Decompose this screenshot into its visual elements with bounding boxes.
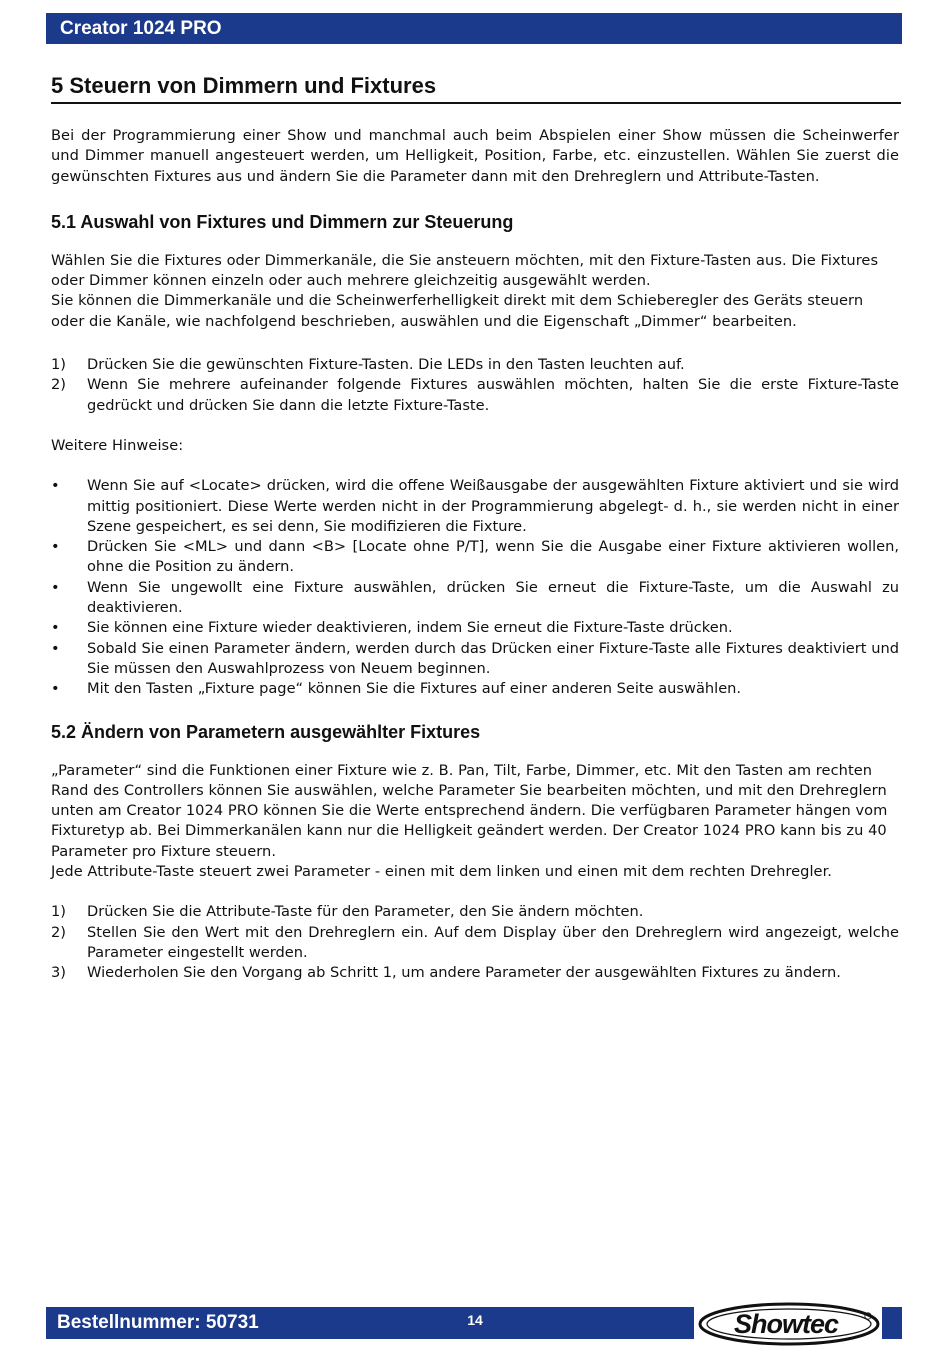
step-text: Wiederholen Sie den Vorgang ab Schritt 1, um andere Parameter der ausgewählten Fixtures zu ändern. (87, 964, 841, 982)
showtec-logo (698, 1302, 880, 1346)
bullet-icon: • (51, 477, 60, 495)
logo-wordmark: Showtec (733, 1309, 839, 1339)
notes-list (51, 476, 899, 699)
section-5-2-paragraph-1: „Parameter“ sind die Funktionen einer Fixture wie z. B. Pan, Tilt, Farbe, Dimmer, etc. Mit den Tasten am rechten Rand des Controllers können Sie auswählen, welche Parameter Sie bearbeiten möchten, und mit den Drehreglern unten am Creator 1024 PRO können Sie die Werte entsprechend ändern. Die verfügbaren Parameter hängen vom Fixturetyp ab. Bei Dimmerkanälen kann nur die Helligkeit geändert werden. Der Creator 1024 PRO kann bis zu 40 Parameter pro Fixture steuern. (51, 761, 888, 860)
order-number: Bestellnummer: 50731 (57, 1312, 259, 1333)
section-5-2-steps (51, 902, 899, 983)
note-text: Sie können eine Fixture wieder deaktivieren, indem Sie erneut die Fixture-Taste drücken. (87, 619, 733, 637)
step-number: 1) (51, 356, 66, 374)
step-text: Stellen Sie den Wert mit den Drehreglern ein. Auf dem Display über den Drehreglern wird angezeigt, welche Parameter eingestellt werden. (87, 923, 899, 961)
note-text: Sobald Sie einen Parameter ändern, werden durch das Drücken einer Fixture-Taste alle Fixtures deaktiviert und Sie müssen den Auswahlprozess von Neuem beginnen. (87, 639, 899, 677)
footer-bar (46, 1307, 694, 1339)
section-5-1-steps (51, 355, 899, 416)
list-item (51, 963, 899, 983)
chapter-intro: Bei der Programmierung einer Show und manchmal auch beim Abspielen einer Show müssen die Scheinwerfer und Dimmer manuell angesteuert werden, um Helligkeit, Position, Farbe, etc. einzustellen. Wählen Sie zuerst die gewünschten Fixtures aus und ändern Sie die Parameter dann mit den Drehreglern und Attribute-Tasten. (51, 127, 899, 185)
section-5-2-paragraph-2: Jede Attribute-Taste steuert zwei Parameter - einen mit dem linken und einen mit dem rechten Drehregler. (51, 863, 832, 881)
step-number: 3) (51, 964, 66, 982)
header-title: Creator 1024 PRO (60, 18, 222, 39)
list-item (51, 578, 899, 619)
notes-label: Weitere Hinweise: (51, 436, 184, 454)
note-text: Drücken Sie <ML> und dann <B> [Locate ohne P/T], wenn Sie die Ausgabe einer Fixture aktivieren wollen, ohne die Position zu ändern. (87, 538, 899, 576)
bullet-icon: • (51, 619, 60, 637)
step-number: 2) (51, 376, 66, 394)
chapter-title: 5 Steuern von Dimmern und Fixtures (51, 70, 901, 104)
note-text: Mit den Tasten „Fixture page“ können Sie die Fixtures auf einer anderen Seite auswählen. (87, 680, 742, 698)
list-item (51, 923, 899, 964)
list-item (51, 639, 899, 680)
step-text: Drücken Sie die gewünschten Fixture-Tasten. Die LEDs in den Tasten leuchten auf. (87, 356, 685, 374)
step-text: Drücken Sie die Attribute-Taste für den Parameter, den Sie ändern möchten. (87, 903, 644, 921)
list-item (51, 679, 899, 699)
bullet-icon: • (51, 538, 60, 556)
list-item (51, 476, 899, 537)
list-item (51, 902, 899, 922)
bullet-icon: • (51, 639, 60, 657)
list-item (51, 375, 899, 416)
bullet-icon: • (51, 680, 60, 698)
section-5-1-paragraph-1: Wählen Sie die Fixtures oder Dimmerkanäle, die Sie ansteuern möchten, mit den Fixture-Tasten aus. Die Fixtures oder Dimmer können einzeln oder auch mehrere gleichzeitig ausgewählt werden. (51, 251, 879, 290)
step-number: 1) (51, 903, 66, 921)
section-5-1-title: 5.1 Auswahl von Fixtures und Dimmern zur Steuerung (51, 211, 514, 232)
header-bar (46, 13, 902, 44)
bullet-icon: • (51, 578, 60, 596)
page-number: 14 (467, 1312, 483, 1328)
page-content (51, 70, 899, 984)
list-item (51, 355, 899, 375)
note-text: Wenn Sie ungewollt eine Fixture auswählen, drücken Sie erneut die Fixture-Taste, um die Auswahl zu deaktivieren. (87, 578, 899, 617)
section-5-2-title: 5.2 Ändern von Parametern ausgewählter Fixtures (51, 721, 481, 742)
note-text: Wenn Sie auf <Locate> drücken, wird die offene Weißausgabe der ausgewählten Fixture aktiviert und sie wird mittig positioniert. Diese Werte werden nicht in der Programmierung abgelegt- d. h., sie werden nicht in einer Szene gespeichert, es sei denn, Sie modifizieren die Fixture. (87, 477, 899, 535)
footer-bar-end (882, 1307, 902, 1339)
step-number: 2) (51, 923, 66, 941)
list-item (51, 537, 899, 578)
step-text: Wenn Sie mehrere aufeinander folgende Fixtures auswählen möchten, halten Sie die erste Fixture-Taste gedrückt und drücken Sie dann die letzte Fixture-Taste. (87, 376, 899, 414)
list-item (51, 618, 899, 638)
section-5-1-paragraph-2: Sie können die Dimmerkanäle und die Scheinwerferhelligkeit direkt mit dem Schieberegler des Geräts steuern oder die Kanäle, wie nachfolgend beschrieben, auswählen und die Eigenschaft „Dimmer“ bearbeiten. (51, 292, 864, 330)
